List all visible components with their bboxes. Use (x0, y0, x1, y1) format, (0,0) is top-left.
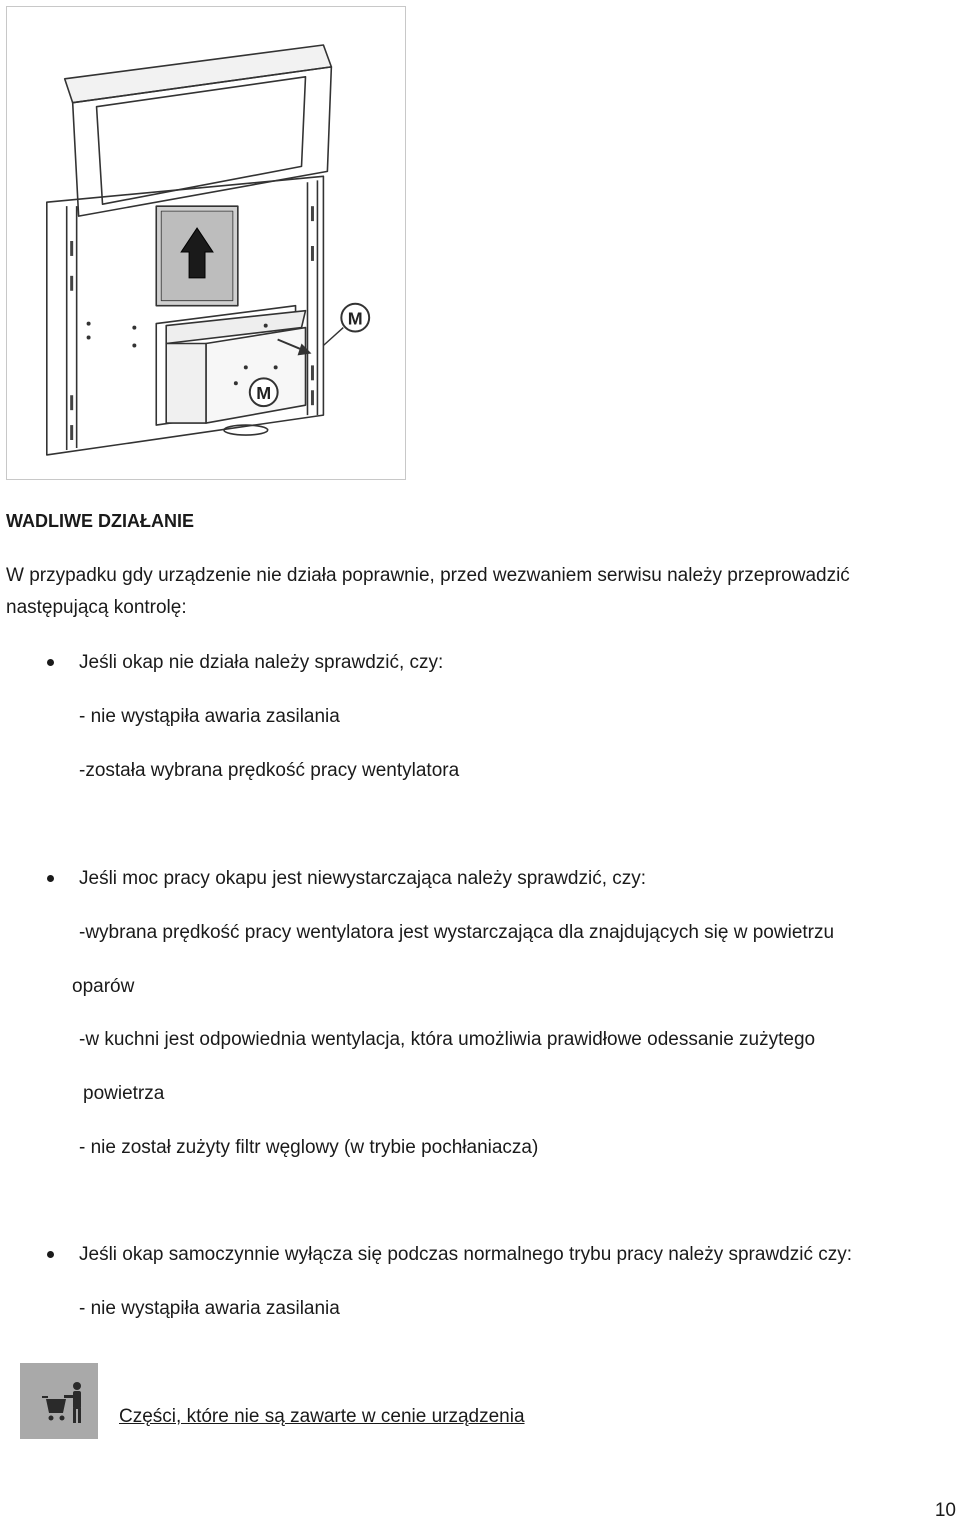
callout-label-top: M (347, 308, 363, 329)
check-bullet-3: Jeśli okap samoczynnie wyłącza się podczas normalnego trybu pracy należy sprawdzić czy: (79, 1244, 853, 1265)
page-number: 10 (934, 1500, 956, 1521)
section-heading: WADLIWE DZIAŁANIE (6, 511, 194, 531)
check-item: - nie został zużyty filtr węglowy (w trybie pochłaniacza) (79, 1137, 539, 1158)
check-item: - nie wystąpiła awaria zasilania (79, 706, 340, 727)
shopping-cart-person-icon (20, 1363, 98, 1439)
bullet-icon (47, 875, 54, 882)
check-item: -została wybrana prędkość pracy wentylatora (79, 760, 460, 781)
intro-line-1: W przypadku gdy urządzenie nie działa poprawnie, przed wezwaniem serwisu należy przeprowadzić (6, 565, 850, 586)
check-item: -wybrana prędkość pracy wentylatora jest wystarczająca dla znajdujących się w powietrzu (79, 922, 835, 943)
check-item-continuation: powietrza (83, 1083, 165, 1104)
intro-line-2: następującą kontrolę: (6, 597, 187, 618)
check-item-continuation: oparów (72, 976, 135, 997)
parts-not-included-link[interactable]: Części, które nie są zawarte w cenie urządzenia (119, 1406, 525, 1427)
check-item: -w kuchni jest odpowiednia wentylacja, która umożliwia prawidłowe odessanie zużytego (79, 1029, 816, 1050)
bullet-icon (47, 1251, 54, 1258)
check-bullet-2: Jeśli moc pracy okapu jest niewystarczająca należy sprawdzić, czy: (79, 868, 647, 889)
callout-label-bottom: M (256, 383, 272, 404)
hood-drawing (7, 7, 405, 479)
hood-installation-figure (6, 6, 406, 480)
check-item: - nie wystąpiła awaria zasilania (79, 1298, 340, 1319)
bullet-icon (47, 659, 54, 666)
check-bullet-1: Jeśli okap nie działa należy sprawdzić, czy: (79, 652, 444, 673)
